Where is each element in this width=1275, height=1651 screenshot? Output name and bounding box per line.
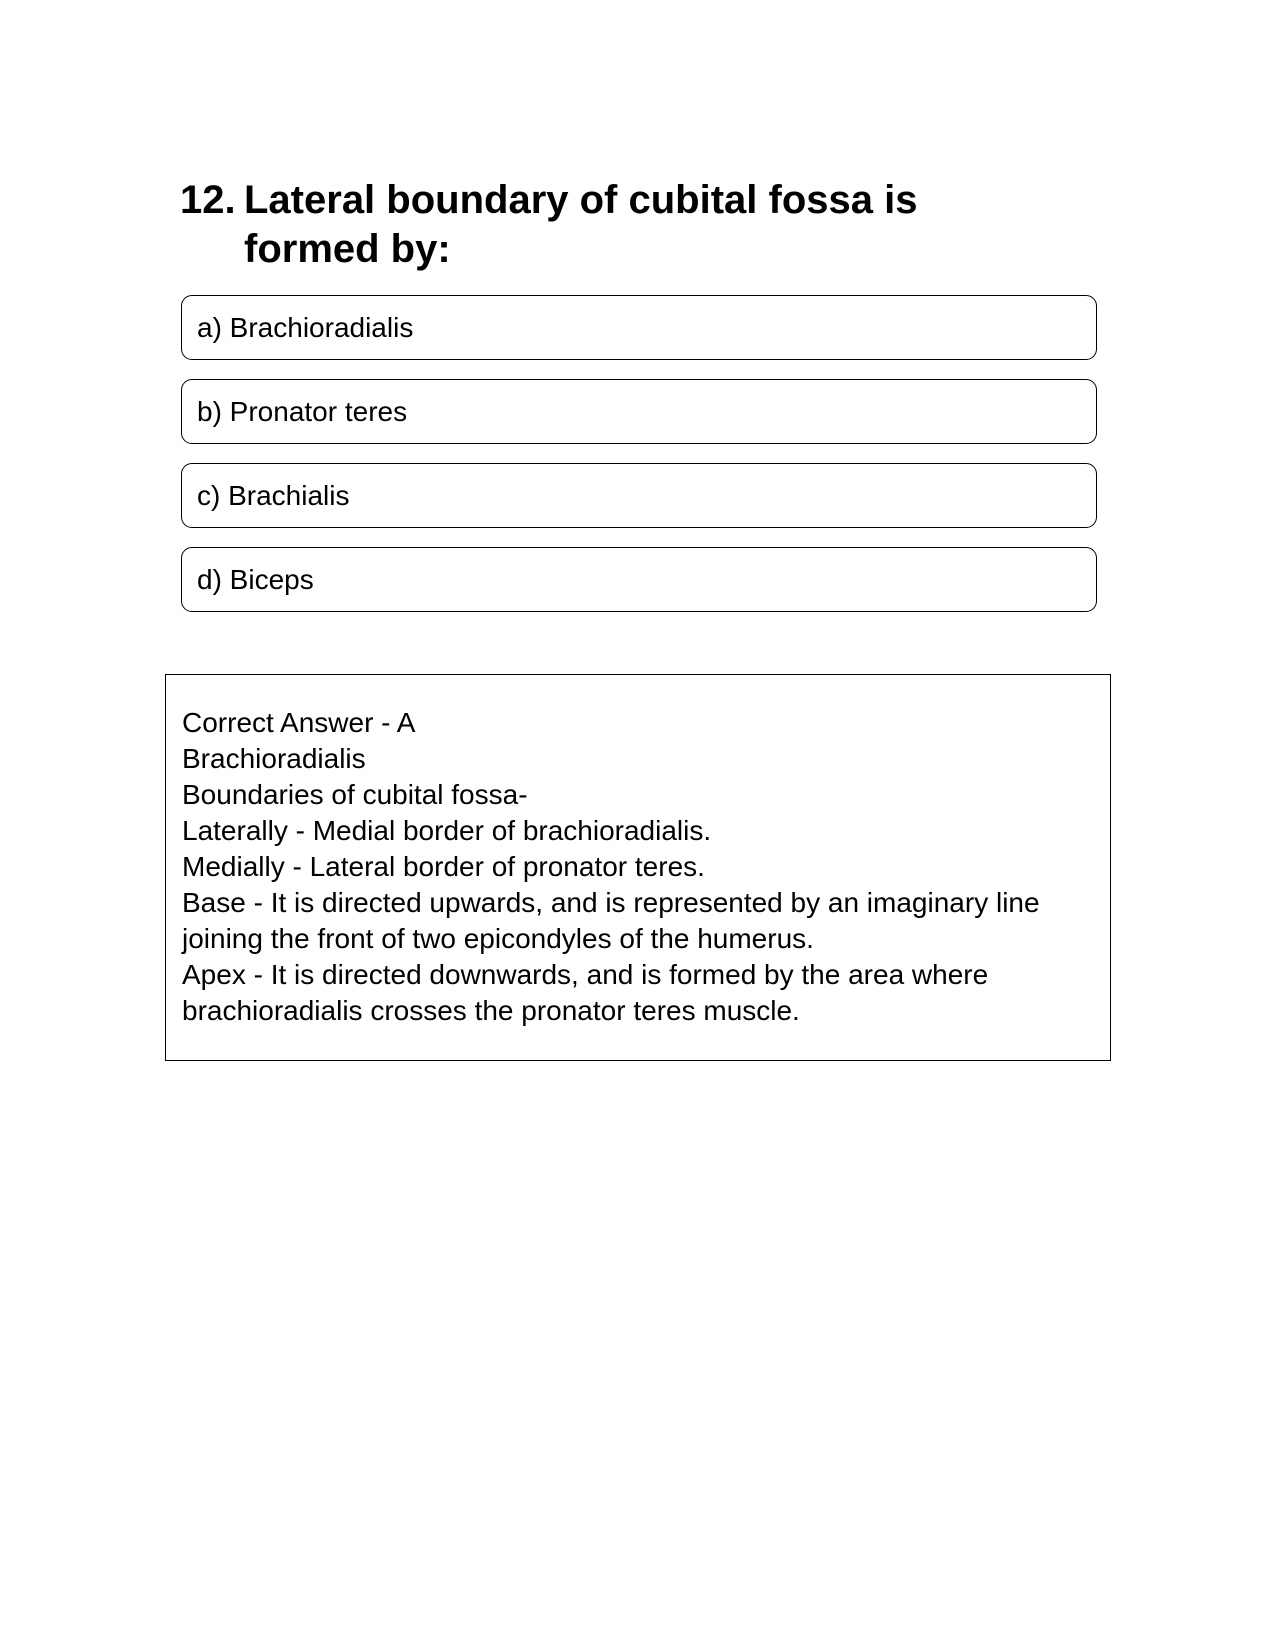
medial-boundary-line: Medially - Lateral border of pronator teres. — [182, 851, 705, 882]
correct-answer-line: Correct Answer - A — [182, 707, 416, 738]
question-number: 12. — [180, 178, 236, 222]
option-a[interactable]: a) Brachioradialis — [181, 295, 1097, 360]
base-line: Base - It is directed upwards, and is represented by an imaginary line joining the front of two epicondyles of the humerus. — [182, 887, 1040, 954]
apex-line: Apex - It is directed downwards, and is formed by the area where brachioradialis crosses the pronator teres muscle. — [182, 959, 989, 1026]
option-c[interactable]: c) Brachialis — [181, 463, 1097, 528]
question-heading — [180, 176, 1060, 274]
answer-explanation-box — [165, 674, 1111, 1061]
question-text: Lateral boundary of cubital fossa is formed by: — [244, 178, 918, 271]
option-b[interactable]: b) Pronator teres — [181, 379, 1097, 444]
boundaries-heading-line: Boundaries of cubital fossa- — [182, 779, 528, 810]
option-d[interactable]: d) Biceps — [181, 547, 1097, 612]
answer-name-line: Brachioradialis — [182, 743, 366, 774]
lateral-boundary-line: Laterally - Medial border of brachioradialis. — [182, 815, 712, 846]
